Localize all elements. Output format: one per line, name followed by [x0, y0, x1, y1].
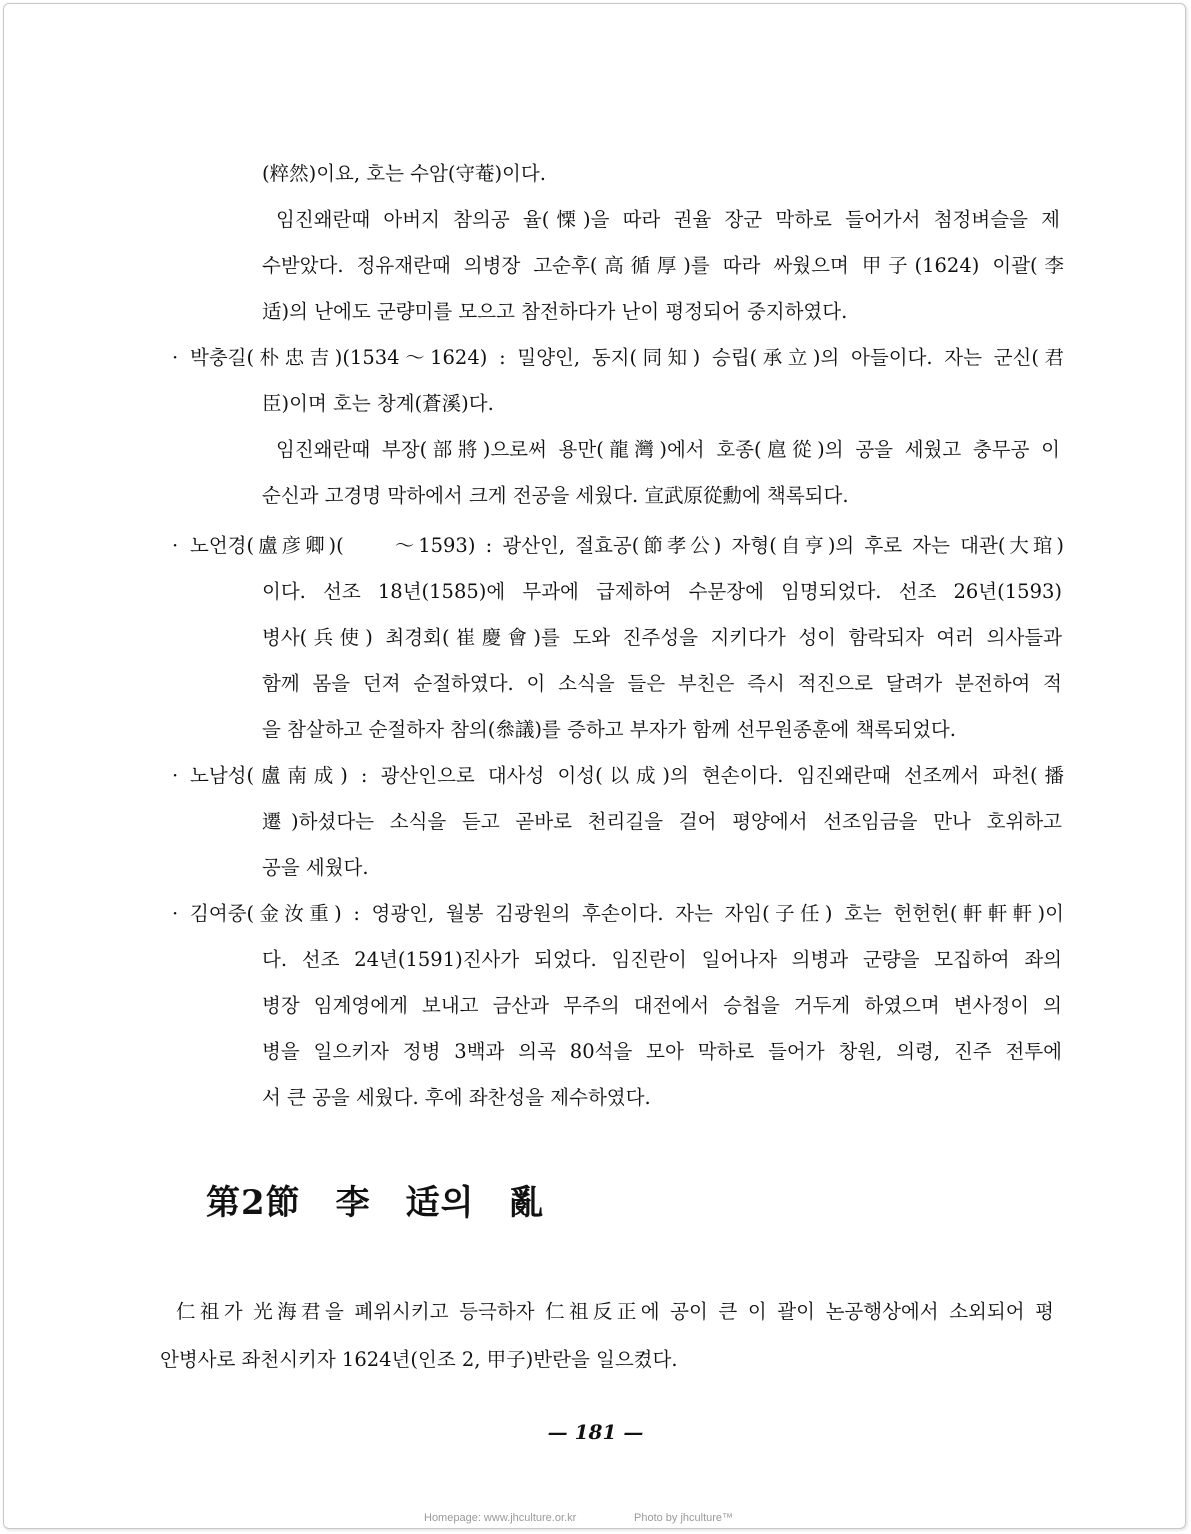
bullet: · [172, 534, 179, 557]
bullet: · [172, 902, 179, 925]
text-line: 함께 몸을 던져 순절하였다. 이 소식을 들은 부친은 즉시 적진으로 달려가 분전하여 적 [262, 672, 1062, 695]
text-line: 공을 세웠다. [262, 856, 369, 879]
text-line: 병장 임계영에게 보내고 금산과 무주의 대전에서 승첩을 거두게 하였으며 변사정이 의 [262, 994, 1062, 1017]
bullet: · [172, 764, 179, 787]
intro-line: 안병사로 좌천시키자 1624년(인조 2, 甲子)반란을 일으켰다. [160, 1348, 678, 1371]
text-line: 임진왜란때 부장(部將)으로써 용만(龍灣)에서 호종(扈從)의 공을 세웠고 충무공 이 [276, 438, 1060, 461]
text-line: 이다. 선조 18년(1585)에 무과에 급제하여 수문장에 임명되었다. 선조 26년(1593) [262, 580, 1062, 603]
section-heading: 第2節 李 适의 亂 [206, 1183, 545, 1223]
text-line: 노남성(盧南成) : 광산인으로 대사성 이성(以成)의 현손이다. 임진왜란때 선조께서 파천(播 [190, 764, 1064, 787]
text-line: 다. 선조 24년(1591)진사가 되었다. 임진란이 일어나자 의병과 군량을 모집하여 좌의 [262, 948, 1062, 971]
text-line: 서 큰 공을 세웠다. 후에 좌찬성을 제수하였다. [262, 1086, 651, 1109]
footer-homepage: Homepage: www.jhculture.or.kr [424, 1512, 577, 1524]
text-line: 臣)이며 호는 창계(蒼溪)다. [262, 392, 494, 415]
text-line: 适)의 난에도 군량미를 모으고 참전하다가 난이 평정되어 중지하였다. [262, 300, 848, 323]
text-line: 수받았다. 정유재란때 의병장 고순후(高循厚)를 따라 싸웠으며 甲子(1624) 이괄(李 [262, 254, 1064, 277]
text-line: 노언경(盧彦卿)( ～1593) : 광산인, 절효공(節孝公) 자형(自亨)의 후로 자는 대관(大琯) [190, 534, 1064, 557]
text-line: (粹然)이요, 호는 수암(守菴)이다. [262, 162, 546, 185]
text-line: 김여중(金汝重) : 영광인, 월봉 김광원의 후손이다. 자는 자임(子任) 호는 헌헌헌(軒軒軒)이 [190, 902, 1064, 925]
text-line: 遷)하셨다는 소식을 듣고 곧바로 천리길을 걸어 평양에서 선조임금을 만나 호위하고 [262, 810, 1062, 833]
intro-line: 仁祖가 光海君을 폐위시키고 등극하자 仁祖反正에 공이 큰 이 괄이 논공행상에서 소외되어 평 [176, 1300, 1054, 1323]
bullet: · [172, 346, 179, 369]
text-line: 임진왜란때 아버지 참의공 율(慄)을 따라 권율 장군 막하로 들어가서 첨정벼슬을 제 [276, 208, 1060, 231]
page-number: — 181 — [547, 1420, 644, 1444]
text-line: 순신과 고경명 막하에서 크게 전공을 세웠다. 宣武原從勳에 책록되다. [262, 484, 849, 507]
footer-photo-credit: Photo by jhculture™ [634, 1512, 734, 1524]
text-line: 병사(兵使) 최경회(崔慶會)를 도와 진주성을 지키다가 성이 함락되자 여러 의사들과 [262, 626, 1062, 649]
text-line: 박충길(朴忠吉)(1534～1624) : 밀양인, 동지(同知) 승립(承立)의 아들이다. 자는 군신(君 [190, 346, 1064, 369]
text-line: 을 참살하고 순절하자 참의(叅議)를 증하고 부자가 함께 선무원종훈에 책록되었다. [262, 718, 956, 741]
text-line: 병을 일으키자 정병 3백과 의곡 80석을 모아 막하로 들어가 창원, 의령, 진주 전투에 [262, 1040, 1062, 1063]
